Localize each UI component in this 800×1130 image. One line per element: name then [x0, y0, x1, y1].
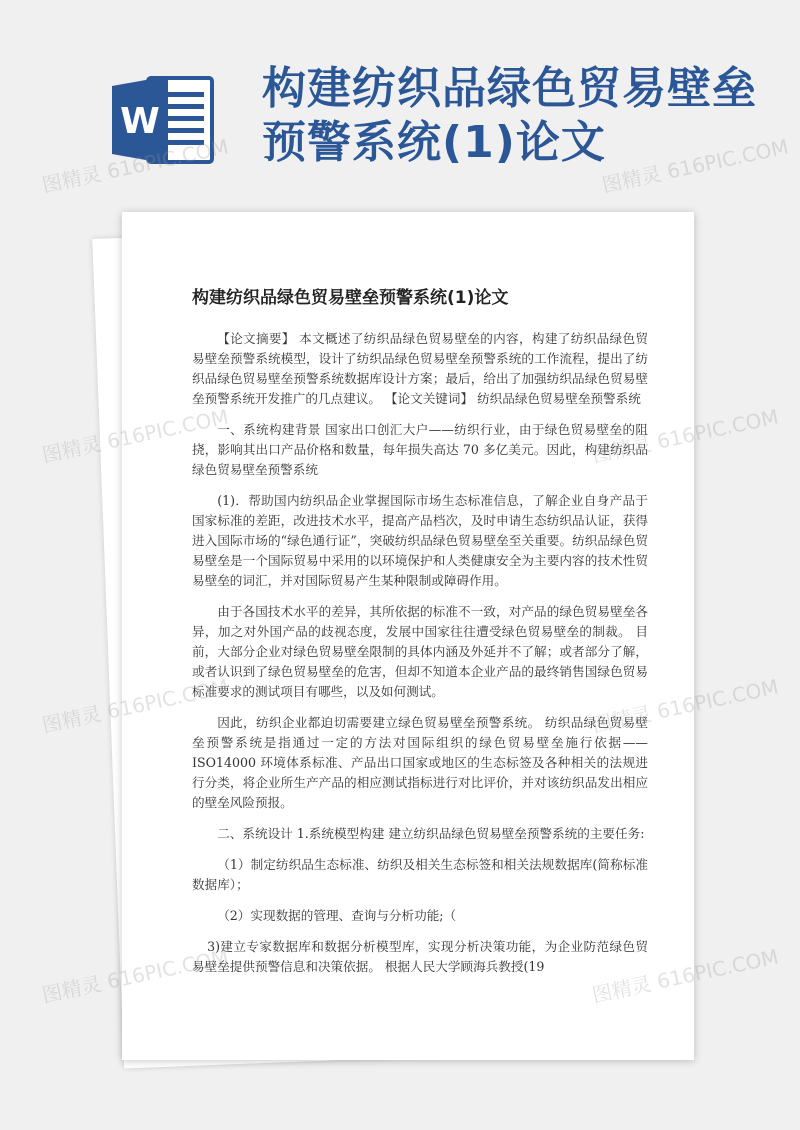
- document-body: [192, 329, 648, 988]
- watermark-text: 图精灵 616PIC.COM: [39, 404, 231, 468]
- watermark-text: 图精灵 616PIC.COM: [589, 674, 781, 738]
- watermark-text: 图精灵 616PIC.COM: [39, 674, 231, 738]
- standards-paragraph: 由于各国技术水平的差异，其所依据的标准不一致，对产品的绿色贸易壁垒各异，加之对外国产品的歧视态度，发展中国家往往遭受绿色贸易壁垒的制裁。 目前，大部分企业对绿色贸易壁垒限制的具体内涵及外延并不了解；或者部分了解，或者认识到了绿色贸易壁垒的危害，但却不知道本企业产品的最终销售国绿色贸易标准要求的测试项目有哪些，以及如何测试。: [192, 604, 648, 699]
- document-title: 构建纺织品绿色贸易壁垒预警系统(1)论文: [192, 288, 509, 308]
- abstract-paragraph: 【论文摘要】 本文概述了纺织品绿色贸易壁垒的内容，构建了纺织品绿色贸易壁垒预警系统模型，设计了纺织品绿色贸易壁垒预警系统的工作流程，提出了纺织品绿色贸易壁垒预警系统数据库设计方案；最后，给出了加强纺织品绿色贸易壁垒预警系统开发推广的几点建议。 【论文关键词】 纺织品绿色贸易壁垒预警系统: [192, 331, 648, 406]
- watermark-text: 图精灵 616PIC.COM: [589, 404, 781, 468]
- word-logo-letter: W: [120, 101, 160, 142]
- task-item-3: 3)建立专家数据库和数据分析模型库，实现分析决策功能，为企业防范绿色贸易壁垒提供预警信息和决策依据。 根据人民大学顾海兵教授(19: [192, 939, 648, 974]
- banner-title: 构建纺织品绿色贸易壁垒预警系统(1)论文: [262, 63, 757, 168]
- watermark-text: 图精灵 616PIC.COM: [599, 134, 791, 198]
- word-document-icon: [108, 70, 218, 170]
- task-item-2: （2）实现数据的管理、查询与分析功能;（: [217, 908, 457, 923]
- system-definition-paragraph: 因此，纺织企业都迫切需要建立绿色贸易壁垒预警系统。 纺织品绿色贸易壁垒预警系统是指通过一定的方法对国际组织的绿色贸易壁垒施行依据——ISO14000 环境体系标准、产品出口国家或地区的生态标签及各种相关的法规进行分类，将企业所生产产品的相应测试指标进行对比评价，并对该纺织品发出相应的壁垒风险预报。: [192, 715, 648, 810]
- watermark-text: 图精灵 616PIC.COM: [39, 944, 231, 1008]
- purpose-paragraph: (1)．帮助国内纺织品企业掌握国际市场生态标准信息，了解企业自身产品于国家标准的差距，改进技术水平，提高产品档次，及时申请生态纺织品认证，获得进入国际市场的“绿色通行证”，突破纺织品绿色贸易壁垒至关重要。纺织品绿色贸易壁垒是一个国际贸易中采用的以环境保护和人类健康安全为主要内容的技术性贸易壁垒的词汇，并对国际贸易产生某种限制或障碍作用。: [192, 493, 648, 588]
- background-paragraph: 一、系统构建背景 国家出口创汇大户——纺织行业，由于绿色贸易壁垒的阻挠，影响其出口产品价格和数量，每年损失高达 70 多亿美元。因此，构建纺织品绿色贸易壁垒预警系统: [192, 422, 648, 477]
- task-item-1: （1）制定纺织品生态标准、纺织及相关生态标签和相关法规数据库(简称标准数据库）；: [192, 857, 648, 892]
- watermark-text: 图精灵 616PIC.COM: [39, 134, 231, 198]
- design-paragraph: 二、系统设计 1.系统模型构建 建立纺织品绿色贸易壁垒预警系统的主要任务:: [217, 826, 645, 841]
- watermark-text: 图精灵 616PIC.COM: [589, 944, 781, 1008]
